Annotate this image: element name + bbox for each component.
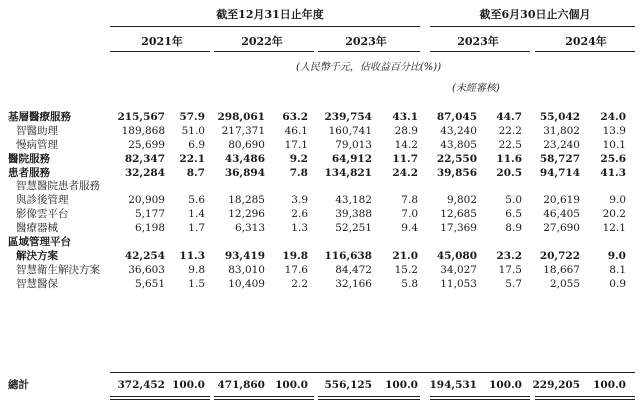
year-rule-2023-half — [430, 51, 530, 52]
row-label: 智慧衛生解決方案 — [16, 263, 100, 276]
total-percent-cell: 100.0 — [489, 379, 522, 391]
percent-cell: 1.7 — [188, 222, 205, 235]
amount-cell: 32,284 — [124, 166, 165, 179]
amount-cell: 36,603 — [128, 263, 165, 276]
amount-cell: 5,177 — [134, 208, 165, 221]
amount-cell: 64,912 — [331, 152, 372, 165]
amount-cell: 12,685 — [440, 208, 477, 221]
amount-cell: 39,856 — [436, 166, 477, 179]
total-amount-cell: 372,452 — [117, 379, 165, 391]
table-row — [0, 111, 640, 125]
amount-cell: 2,055 — [549, 277, 580, 290]
amount-cell: 6,313 — [234, 222, 265, 235]
percent-cell: 9.4 — [401, 222, 418, 235]
percent-cell: 25.6 — [600, 152, 626, 165]
amount-cell: 80,690 — [228, 138, 265, 151]
percent-cell: 22.5 — [498, 138, 522, 151]
table-row — [0, 236, 640, 250]
amount-cell: 42,254 — [124, 249, 165, 262]
total-row — [0, 378, 640, 392]
percent-cell: 1.3 — [291, 222, 308, 235]
percent-cell: 0.9 — [609, 277, 626, 290]
total-double-rule — [214, 396, 314, 400]
total-amount-cell: 194,531 — [429, 379, 477, 391]
percent-cell: 8.9 — [505, 222, 522, 235]
percent-cell: 19.8 — [282, 249, 308, 262]
amount-cell: 83,010 — [228, 263, 265, 276]
table-row — [0, 208, 640, 222]
amount-cell: 12,296 — [228, 208, 265, 221]
percent-cell: 9.2 — [289, 152, 308, 165]
amount-cell: 43,805 — [440, 138, 477, 151]
percent-cell: 22.1 — [179, 152, 205, 165]
amount-cell: 82,347 — [124, 152, 165, 165]
period-annual-heading: 截至12月31日止年度 — [216, 8, 324, 21]
period-half-rule — [430, 26, 635, 27]
amount-cell: 84,472 — [335, 263, 372, 276]
table-row — [0, 250, 640, 264]
percent-cell: 51.0 — [181, 124, 205, 137]
total-amount-cell: 229,205 — [532, 379, 580, 391]
table-row — [0, 153, 640, 167]
amount-cell: 93,419 — [224, 249, 265, 262]
year-heading-2023-half: 2023年 — [457, 35, 499, 48]
amount-cell: 45,080 — [436, 249, 477, 262]
year-heading-2021: 2021年 — [141, 35, 183, 48]
percent-cell: 7.8 — [289, 166, 308, 179]
total-percent-cell: 100.0 — [275, 379, 308, 391]
amount-cell: 22,550 — [436, 152, 477, 165]
percent-cell: 11.7 — [392, 152, 418, 165]
unaudited-note: (未經審核) — [452, 83, 500, 94]
amount-cell: 217,371 — [221, 124, 265, 137]
percent-cell: 12.1 — [602, 222, 626, 235]
percent-cell: 2.2 — [291, 277, 308, 290]
year-rule-2024-half — [535, 51, 635, 52]
percent-cell: 1.5 — [188, 277, 205, 290]
row-label: 醫療器械 — [16, 222, 58, 235]
percent-cell: 17.5 — [498, 263, 522, 276]
percent-cell: 10.1 — [602, 138, 626, 151]
row-label: 影像雲平台 — [16, 208, 69, 221]
percent-cell: 24.2 — [392, 166, 418, 179]
total-percent-cell: 100.0 — [172, 379, 205, 391]
amount-cell: 52,251 — [335, 222, 372, 235]
amount-cell: 17,369 — [440, 222, 477, 235]
percent-cell: 11.6 — [496, 152, 522, 165]
percent-cell: 1.4 — [188, 208, 205, 221]
amount-cell: 10,409 — [228, 277, 265, 290]
period-half-heading: 截至6月30日止六個月 — [479, 8, 591, 21]
amount-cell: 18,667 — [543, 263, 580, 276]
total-percent-cell: 100.0 — [593, 379, 626, 391]
amount-cell: 20,722 — [539, 249, 580, 262]
total-amount-cell: 556,125 — [324, 379, 372, 391]
percent-cell: 5.7 — [505, 277, 522, 290]
percent-cell: 6.5 — [505, 208, 522, 221]
row-label: 智慧醫院患者服務 — [16, 180, 100, 193]
percent-cell: 3.9 — [291, 194, 308, 207]
year-heading-2023: 2023年 — [345, 35, 387, 48]
percent-cell: 5.8 — [401, 277, 418, 290]
percent-cell: 20.2 — [602, 208, 626, 221]
amount-cell: 23,240 — [543, 138, 580, 151]
percent-cell: 46.1 — [284, 124, 308, 137]
total-double-rule — [110, 396, 210, 400]
amount-cell: 46,405 — [543, 208, 580, 221]
amount-cell: 87,045 — [436, 111, 477, 123]
percent-cell: 23.2 — [496, 249, 522, 262]
table-row — [0, 264, 640, 278]
percent-cell: 5.6 — [188, 194, 205, 207]
percent-cell: 2.6 — [291, 208, 308, 221]
percent-cell: 5.0 — [505, 194, 522, 207]
year-rule-2023 — [318, 51, 420, 52]
amount-cell: 116,638 — [324, 249, 372, 262]
amount-cell: 160,741 — [328, 124, 372, 137]
total-double-rule — [535, 396, 635, 400]
amount-cell: 6,198 — [134, 222, 165, 235]
amount-cell: 20,909 — [128, 194, 165, 207]
percent-cell: 9.0 — [609, 194, 626, 207]
total-label: 總計 — [8, 379, 29, 391]
row-label: 與診後管理 — [16, 194, 69, 207]
year-heading-2022: 2022年 — [241, 35, 283, 48]
percent-cell: 13.9 — [602, 124, 626, 137]
percent-cell: 41.3 — [600, 166, 626, 179]
row-label: 慢病管理 — [16, 138, 58, 151]
row-label: 智醫助理 — [16, 124, 58, 137]
row-label: 智慧醫保 — [16, 277, 58, 290]
table-row — [0, 167, 640, 181]
percent-cell: 22.2 — [498, 124, 522, 137]
year-rule-2022 — [214, 51, 314, 52]
percent-cell: 8.1 — [609, 263, 626, 276]
period-annual-rule — [110, 26, 420, 27]
table-row — [0, 222, 640, 236]
year-heading-2024-half: 2024年 — [565, 35, 607, 48]
percent-cell: 7.8 — [401, 194, 418, 207]
row-label: 區域管理平台 — [8, 236, 71, 249]
row-label: 患者服務 — [8, 166, 50, 179]
percent-cell: 11.3 — [179, 249, 205, 262]
percent-cell: 15.2 — [394, 263, 418, 276]
percent-cell: 20.5 — [496, 166, 522, 179]
amount-cell: 31,802 — [543, 124, 580, 137]
percent-cell: 6.9 — [188, 138, 205, 151]
amount-cell: 58,727 — [539, 152, 580, 165]
amount-cell: 43,486 — [224, 152, 265, 165]
amount-cell: 94,714 — [539, 166, 580, 179]
amount-cell: 5,651 — [134, 277, 165, 290]
percent-cell: 57.9 — [179, 111, 205, 123]
table-row — [0, 194, 640, 208]
table-row — [0, 278, 640, 292]
percent-cell: 21.0 — [392, 249, 418, 262]
amount-cell: 79,013 — [335, 138, 372, 151]
amount-cell: 18,285 — [228, 194, 265, 207]
amount-cell: 43,182 — [335, 194, 372, 207]
percent-cell: 63.2 — [282, 111, 308, 123]
total-top-rule — [110, 372, 635, 373]
amount-cell: 34,027 — [440, 263, 477, 276]
percent-cell: 9.8 — [188, 263, 205, 276]
percent-cell: 8.7 — [186, 166, 205, 179]
revenue-table — [0, 111, 640, 292]
amount-cell: 36,894 — [224, 166, 265, 179]
amount-cell: 11,053 — [440, 277, 477, 290]
row-label: 醫院服務 — [8, 152, 50, 165]
row-label: 基層醫療服務 — [8, 111, 71, 123]
percent-cell: 44.7 — [496, 111, 522, 123]
percent-cell: 14.2 — [394, 138, 418, 151]
row-label: 解決方案 — [16, 249, 58, 262]
amount-cell: 32,166 — [335, 277, 372, 290]
percent-cell: 24.0 — [600, 111, 626, 123]
percent-cell: 28.9 — [394, 124, 418, 137]
unit-note: (人民幣千元，佔收益百分比(%)) — [296, 62, 442, 73]
amount-cell: 239,754 — [324, 111, 372, 123]
amount-cell: 27,690 — [543, 222, 580, 235]
percent-cell: 17.6 — [284, 263, 308, 276]
amount-cell: 215,567 — [117, 111, 165, 123]
percent-cell: 9.0 — [607, 249, 626, 262]
amount-cell: 39,388 — [335, 208, 372, 221]
amount-cell: 43,240 — [440, 124, 477, 137]
percent-cell: 43.1 — [392, 111, 418, 123]
percent-cell: 7.0 — [401, 208, 418, 221]
amount-cell: 55,042 — [539, 111, 580, 123]
table-row — [0, 139, 640, 153]
table-row — [0, 125, 640, 139]
amount-cell: 298,061 — [217, 111, 265, 123]
total-double-rule — [318, 396, 420, 400]
amount-cell: 20,619 — [543, 194, 580, 207]
total-percent-cell: 100.0 — [385, 379, 418, 391]
amount-cell: 134,821 — [324, 166, 372, 179]
amount-cell: 189,868 — [121, 124, 165, 137]
percent-cell: 17.1 — [284, 138, 308, 151]
total-double-rule — [430, 396, 530, 400]
amount-cell: 25,699 — [128, 138, 165, 151]
year-rule-2021 — [110, 51, 210, 52]
table-row — [0, 180, 640, 194]
amount-cell: 9,802 — [446, 194, 477, 207]
total-amount-cell: 471,860 — [217, 379, 265, 391]
